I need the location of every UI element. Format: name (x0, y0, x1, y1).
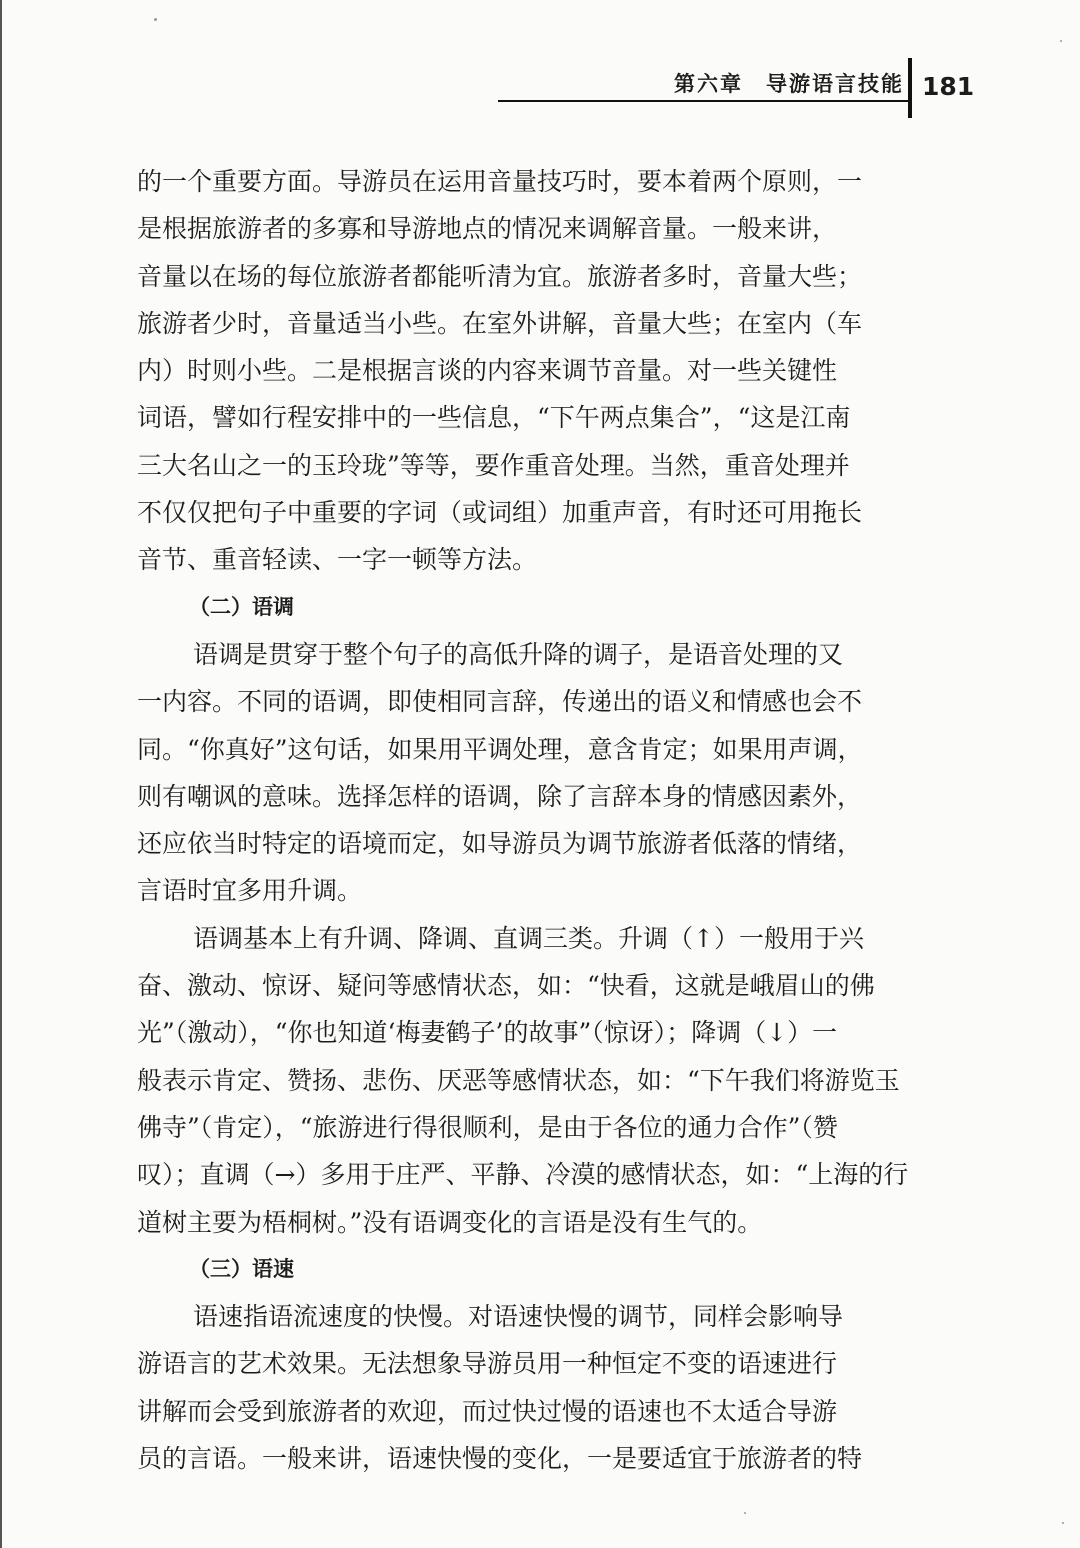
paragraph-start: 语调基本上有升调、降调、直调三类。升调（↑）一般用于兴 (193, 923, 864, 953)
text-line: 言语时宜多用升调。 (137, 876, 363, 906)
text-line: 般表示肯定、赞扬、悲伤、厌恶等感情状态，如：“下午我们将游览玉 (137, 1065, 900, 1095)
text-line: 同。“你真好”这句话，如果用平调处理，意含肯定；如果用声调， (137, 734, 863, 764)
text-line: 还应依当时特定的语境而定，如导游员为调节旅游者低落的情绪， (137, 829, 863, 859)
running-header (498, 62, 918, 102)
section-heading: （二）语调 (189, 594, 294, 619)
text-line: 奋、激动、惊讶、疑问等感情状态，如：“快看，这就是峨眉山的佛 (137, 971, 875, 1001)
text-line: 三大名山之一的玉玲珑”等等，要作重音处理。当然，重音处理并 (137, 450, 850, 480)
text-line: 旅游者少时，音量适当小些。在室外讲解，音量大些；在室内（车 (137, 308, 863, 338)
text-line: 的一个重要方面。导游员在运用音量技巧时，要本着两个原则，一 (137, 167, 863, 196)
chapter-title: 第六章 导游语言技能 (674, 72, 904, 96)
text-line: 道树主要为梧桐树。”没有语调变化的言语是没有生气的。 (137, 1207, 763, 1237)
text-line: 佛寺”（肯定），“旅游进行得很顺利，是由于各位的通力合作”（赞 (137, 1112, 838, 1142)
scan-speck (744, 1512, 746, 1514)
text-line: 不仅仅把句子中重要的字词（或词组）加重声音，有时还可用拖长 (137, 498, 863, 528)
scan-speck (154, 18, 157, 21)
header-vertical-bar (908, 58, 912, 118)
paragraph-start: 语调是贯穿于整个句子的高低升降的调子，是语音处理的又 (193, 639, 844, 669)
paragraph-start: 语速指语流速度的快慢。对语速快慢的调节，同样会影响导 (193, 1302, 844, 1332)
text-line: 音量以在场的每位旅游者都能听清为宜。旅游者多时，音量大些； (137, 261, 863, 291)
text-line: 叹）；直调（→）多用于庄严、平静、冷漠的感情状态，如：“上海的行 (137, 1160, 909, 1190)
body-text (137, 158, 913, 1482)
page-number: 181 (922, 72, 975, 101)
scan-speck (1062, 1522, 1064, 1524)
text-line: 内）时则小些。二是根据言谈的内容来调节音量。对一些关键性 (137, 356, 838, 386)
text-line: 一内容。不同的语调，即使相同言辞，传递出的语义和情感也会不 (137, 687, 863, 717)
text-line: 游语言的艺术效果。无法想象导游员用一种恒定不变的语速进行 (137, 1349, 838, 1379)
text-line: 则有嘲讽的意味。选择怎样的语调，除了言辞本身的情感因素外， (137, 781, 863, 811)
text-line: 词语，譬如行程安排中的一些信息，“下午两点集合”，“这是江南 (137, 403, 851, 433)
text-line: 讲解而会受到旅游者的欢迎，而过快过慢的语速也不太适合导游 (137, 1396, 838, 1426)
scan-speck (1060, 40, 1062, 42)
section-heading: （三）语速 (189, 1256, 294, 1281)
page-left-edge (0, 0, 2, 1548)
text-line: 是根据旅游者的多寡和导游地点的情况来调解音量。一般来讲， (137, 214, 838, 244)
text-line: 音节、重音轻读、一字一顿等方法。 (137, 545, 538, 575)
text-line: 员的言语。一般来讲，语速快慢的变化，一是要适宜于旅游者的特 (137, 1444, 863, 1474)
header-rule (498, 100, 908, 102)
text-line: 光”（激动），“你也知道‘梅妻鹤子’的故事”（惊讶）；降调（↓）一 (137, 1018, 838, 1048)
